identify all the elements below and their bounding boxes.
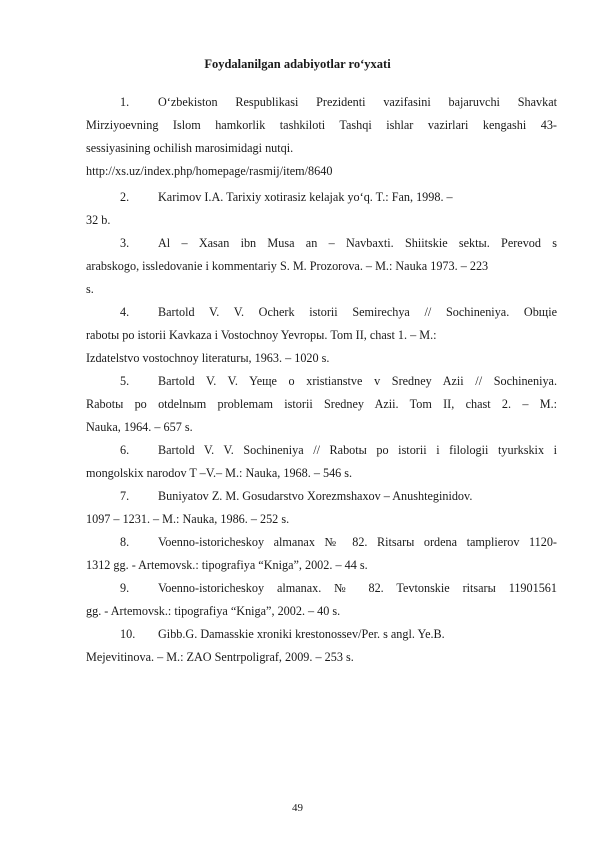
entry-number: 2. xyxy=(120,190,130,204)
entry-number: 7. xyxy=(120,489,130,503)
bibliography-entry-8 xyxy=(86,531,557,577)
bibliography-entry-10 xyxy=(86,623,557,669)
entry-line: gg. - Artemovsk.: tipografiya “Kniga”, 2002. – 40 s. xyxy=(86,604,341,618)
entry-line: 1. O‘zbekiston Respublikasi Prezidenti vazifasini bajaruvchi Shavkat xyxy=(86,91,557,114)
bibliography-entry-9 xyxy=(86,577,557,623)
entry-line: 9. Voenno-istoricheskoy almanax. № 82. Tevtonskie ritsarы 11901561 xyxy=(86,577,557,600)
entry-line: 10. Gibb.G. Damasskie xroniki krestonossev/Per. s angl. Ye.B. xyxy=(86,623,557,646)
bibliography-entry-7 xyxy=(86,485,557,531)
entry-line: 7. Buniyatov Z. M. Gosudarstvo Xorezmshaxov – Anushteginidov. xyxy=(86,485,557,508)
bibliography-entry-6 xyxy=(86,439,557,485)
entry-line: Izdatelstvo vostochnoy literaturы, 1963. – 1020 s. xyxy=(86,351,330,365)
entry-line: 5. Bartold V. V. Yeщe o xristianstve v Sredney Azii // Sochineniya. xyxy=(86,370,557,393)
entry-line: 8. Voenno-istoricheskoy almanax № 82. Ritsarы ordena tamplierov 1120- xyxy=(86,531,557,554)
entry-number: 8. xyxy=(120,535,130,549)
page-title: Foydalanilgan adabiyotlar ro‘yxati xyxy=(204,57,391,71)
entry-number: 1. xyxy=(120,95,130,109)
entry-number: 5. xyxy=(120,374,130,388)
entry-line: arabskogo, issledovanie i kommentariy S. M. Prozorova. – M.: Nauka 1973. – 223 xyxy=(86,259,489,273)
entry-line: s. xyxy=(86,282,94,296)
entry-line: sessiyasining ochilish marosimidagi nutqi. xyxy=(86,141,294,155)
entry-line: Mejevitinova. – M.: ZAO Sentrpoligraf, 2009. – 253 s. xyxy=(86,650,354,664)
entry-line: 3. Al – Xasan ibn Musa an – Navbaxti. Shiitskie sektы. Perevod s xyxy=(86,232,557,255)
entry-line: Mirziyoevning Islom hamkorlik tashkiloti Tashqi ishlar vazirlari kengashi 43- xyxy=(86,118,557,132)
bibliography-entry-4 xyxy=(86,301,557,370)
entry-number: 4. xyxy=(120,305,130,319)
entry-line: Rabotы po otdelnыm problemam istorii Sredney Azii. Tom II, chast 2. – M.: xyxy=(86,397,557,411)
entry-line: Nauka, 1964. – 657 s. xyxy=(86,420,193,434)
entry-line: 2. Karimov I.A. Tarixiy xotirasiz kelajak yo‘q. T.: Fan, 1998. – xyxy=(86,186,557,209)
page-number: 49 xyxy=(292,802,303,814)
entry-link: http://xs.uz/index.php/homepage/rasmij/item/8640 xyxy=(86,164,333,178)
entry-number: 9. xyxy=(120,581,130,595)
entry-number: 3. xyxy=(120,236,130,250)
entry-line: 4. Bartold V. V. Ocherk istorii Semirechya // Sochineniya. Obщie xyxy=(86,301,557,324)
entry-number: 10. xyxy=(120,627,136,641)
bibliography-entry-3 xyxy=(86,232,557,301)
entry-number: 6. xyxy=(120,443,130,457)
entry-line: 1312 gg. - Artemovsk.: tipografiya “Kniga”, 2002. – 44 s. xyxy=(86,558,368,572)
entry-line: 1097 – 1231. – M.: Nauka, 1986. – 252 s. xyxy=(86,512,290,526)
bibliography-entry-5 xyxy=(86,370,557,439)
bibliography-entry-2 xyxy=(86,186,557,232)
bibliography-entry-1 xyxy=(86,91,557,183)
entry-line: 6. Bartold V. V. Sochineniya // Rabotы po istorii i filologii tyurkskix i xyxy=(86,439,557,462)
entry-line: rabotы po istorii Kavkaza i Vostochnoy Yevropы. Tom II, chast 1. – M.: xyxy=(86,328,437,342)
entry-line: 32 b. xyxy=(86,213,111,227)
entry-line: mongolskix narodov T –V.– M.: Nauka, 1968. – 546 s. xyxy=(86,466,353,480)
